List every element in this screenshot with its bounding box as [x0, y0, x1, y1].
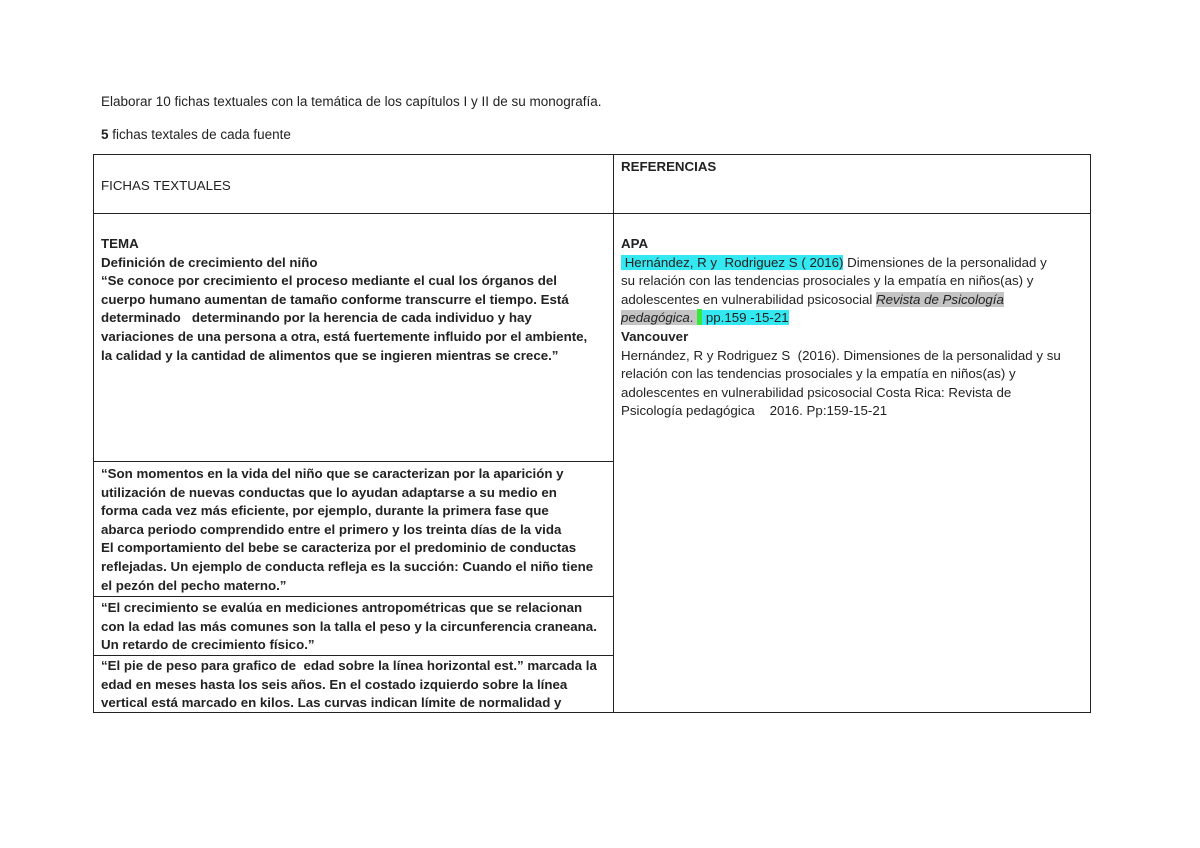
ficha-line: vertical está marcado en kilos. Las curvas indican límite de normalidad y: [101, 695, 562, 711]
header-fichas-textuales: FICHAS TEXTUALES: [101, 178, 231, 193]
ficha-line: abarca periodo comprendido entre el primero y los treinta días de la vida: [101, 521, 562, 537]
ficha-line: “El crecimiento se evalúa en mediciones antropométricas que se relacionan: [101, 600, 583, 615]
apa-journal-part-2: pedagógica: [621, 310, 690, 326]
apa-journal-dot: .: [689, 310, 698, 326]
ficha-3: [101, 599, 611, 655]
ficha-line: determinado determinando por la herencia de cada individuo y hay: [101, 310, 532, 326]
instruction-text: Elaborar 10 fichas textuales con la temática de los capítulos I y II de su monografía.: [101, 94, 602, 109]
ficha-4: [101, 657, 611, 713]
ficha-line: la calidad y la cantidad de alimentos que se ingieren mientras se crece.”: [101, 347, 559, 363]
table-header-divider: [93, 213, 1091, 214]
ficha-line: variaciones de una persona a otra, está fuertemente influido por el ambiente,: [101, 328, 588, 344]
row-divider-1: [93, 461, 614, 462]
subtitle-rest: fichas textales de cada fuente: [108, 127, 291, 142]
vancouver-line: Hernández, R y Rodriguez S (2016). Dimensiones de la personalidad y su: [621, 347, 1061, 363]
apa-author-highlight: Hernández, R y Rodriguez S ( 2016): [621, 254, 844, 270]
apa-line-2: su relación con las tendencias prosociales y la empatía en niños(as) y: [621, 273, 1034, 289]
ficha-line: edad en meses hasta los seis años. En el costado izquierdo sobre la línea: [101, 676, 568, 692]
ficha-line: reflejadas. Un ejemplo de conducta refleja es la succión: Cuando el niño tiene: [101, 558, 594, 574]
table-border-left: [93, 154, 94, 713]
ficha-line: el pezón del pecho materno.”: [101, 577, 287, 593]
apa-pages-highlight: pp.159 -15-21: [702, 310, 789, 326]
ficha-line: Un retardo de crecimiento físico.”: [101, 637, 315, 653]
apa-line-3-start: adolescentes en vulnerabilidad psicosocial: [621, 291, 877, 307]
apa-label: APA: [621, 236, 649, 251]
vancouver-label: Vancouver: [621, 328, 689, 344]
row-divider-3: [93, 655, 614, 656]
vancouver-line: adolescentes en vulnerabilidad psicosocial Costa Rica: Revista de: [621, 384, 1012, 400]
ficha-line: forma cada vez más eficiente, por ejemplo, durante la primera fase que: [101, 503, 549, 519]
row-divider-2: [93, 596, 614, 597]
table-border-top: [93, 154, 1091, 155]
apa-line-1-rest: Dimensiones de la personalidad y: [843, 254, 1047, 270]
ficha-line: “Se conoce por crecimiento el proceso mediante el cual los órganos del: [101, 273, 557, 289]
apa-line-1: [621, 254, 1087, 273]
table-border-right: [1090, 154, 1091, 713]
ficha-line: El comportamiento del bebe se caracteriza por el predominio de conductas: [101, 540, 577, 556]
subtitle-number: 5: [101, 127, 109, 142]
vancouver-line: relación con las tendencias prosociales y la empatía en niños(as) y: [621, 366, 1016, 382]
ficha-line: utilización de nuevas conductas que lo ayudan adaptarse a su medio en: [101, 484, 557, 500]
header-referencias: REFERENCIAS: [621, 159, 717, 174]
tema-label: TEMA: [101, 236, 139, 251]
tema-title: Definición de crecimiento del niño: [101, 254, 318, 270]
apa-line-4: [621, 309, 1087, 328]
ficha-line: cuerpo humano aumentan de tamaño conforme transcurre el tiempo. Está: [101, 291, 569, 307]
ficha-1: [101, 235, 611, 365]
ficha-line: “Son momentos en la vida del niño que se caracterizan por la aparición y: [101, 466, 564, 481]
references: [621, 235, 1087, 421]
table-column-divider: [613, 154, 614, 713]
ficha-line: “El pie de peso para grafico de edad sobre la línea horizontal est.” marcada la: [101, 658, 597, 673]
apa-line-3: [621, 291, 1087, 310]
apa-journal-part-1: Revista de Psicología: [876, 291, 1004, 307]
ficha-line: con la edad las más comunes son la talla el peso y la circunferencia craneana.: [101, 618, 597, 634]
ficha-2: [101, 465, 611, 595]
vancouver-line: Psicología pedagógica 2016. Pp:159-15-21: [621, 403, 888, 419]
subtitle-text: [101, 127, 291, 142]
